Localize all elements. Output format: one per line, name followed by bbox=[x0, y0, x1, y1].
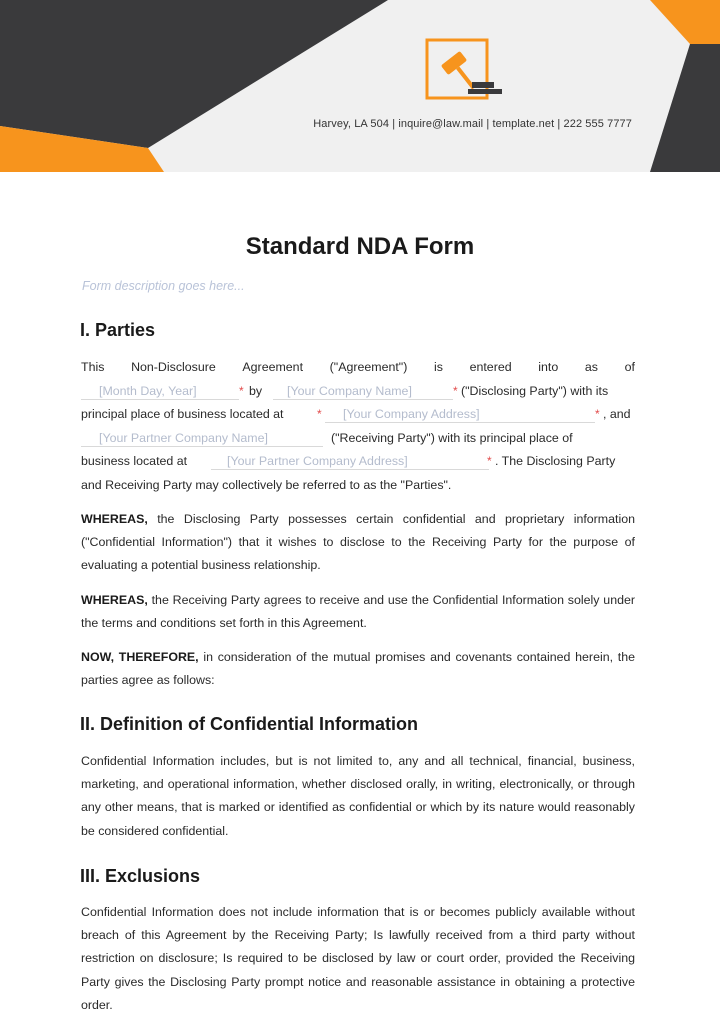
word: ("Agreement") bbox=[329, 360, 408, 374]
required-marker: * bbox=[595, 407, 600, 421]
word: entered bbox=[469, 360, 512, 374]
date-field[interactable]: [Month Day, Year] bbox=[81, 380, 239, 400]
word: is bbox=[433, 360, 443, 374]
form-description-placeholder[interactable]: Form description goes here... bbox=[82, 279, 245, 293]
dark-shape-right bbox=[650, 44, 720, 172]
word: into bbox=[538, 360, 559, 374]
required-marker: * bbox=[239, 384, 244, 398]
section-heading-parties: I. Parties bbox=[80, 320, 156, 340]
word: Non-Disclosure bbox=[131, 360, 216, 374]
company-address-field[interactable]: [Your Company Address] bbox=[325, 403, 595, 423]
parties-line-5 bbox=[81, 450, 635, 473]
required-marker: * bbox=[453, 384, 458, 398]
whereas-label: WHEREAS, bbox=[81, 593, 148, 607]
by-text: by bbox=[249, 384, 263, 398]
word: as bbox=[584, 360, 598, 374]
word: of bbox=[624, 360, 635, 374]
receiving-party-text: ("Receiving Party") with its principal place of bbox=[331, 431, 573, 445]
page-title: Standard NDA Form bbox=[245, 233, 475, 260]
exclusions-paragraph: Confidential Information does not include information that is or becomes publicly available without breach of this Agreement by the Receiving Party; Is lawfully received from a third party without restriction on disclosure; Is required to be disclosed by law or court order, provided the Receiving Party gives the Disclosing Party prompt notice and reasonable assistance in obtaining a protective order. bbox=[81, 905, 635, 1012]
word: Agreement bbox=[242, 360, 304, 374]
disclosing-party-text: ("Disclosing Party") with its bbox=[461, 384, 609, 398]
letterhead bbox=[0, 0, 720, 172]
and-text: , and bbox=[603, 407, 631, 421]
whereas-label: WHEREAS, bbox=[81, 512, 148, 526]
word: This bbox=[81, 360, 105, 374]
required-marker: * bbox=[487, 454, 492, 468]
therefore-paragraph bbox=[81, 646, 635, 692]
principal-place-text: principal place of business located at bbox=[81, 407, 284, 421]
definition-paragraph: Confidential Information includes, but is not limited to, any and all technical, financial, business, marketing, and operational information, whether disclosed orally, in writing, electronically, or through any other means, that is marked or identified as confidential or which by its nature would reasonably be considered confidential. bbox=[81, 754, 635, 838]
company-name-field[interactable]: [Your Company Name] bbox=[273, 380, 453, 400]
required-marker: * bbox=[317, 407, 322, 421]
whereas-text: the Disclosing Party possesses certain confidential and proprietary information ("Confidential Information") that it wishes to disclose to the Receiving Party for the purpose of evaluating a potential business relationship. bbox=[81, 512, 635, 573]
business-located-text: business located at bbox=[81, 454, 188, 468]
parties-line-3 bbox=[81, 403, 635, 426]
parties-collective-text: and Receiving Party may collectively be referred to as the "Parties". bbox=[81, 478, 452, 492]
parties-line-4 bbox=[81, 427, 635, 450]
section-heading-exclusions: III. Exclusions bbox=[80, 866, 201, 886]
whereas-paragraph-2 bbox=[81, 589, 635, 635]
parties-line-1 bbox=[81, 356, 635, 379]
section-heading-definition: II. Definition of Confidential Information bbox=[80, 714, 418, 734]
therefore-text: in consideration of the mutual promises and covenants contained herein, the parties agree as follows: bbox=[81, 650, 635, 688]
partner-company-field[interactable]: [Your Partner Company Name] bbox=[81, 427, 323, 447]
contact-info: Harvey, LA 504 | inquire@law.mail | template.net | 222 555 7777 bbox=[313, 118, 632, 130]
gavel-icon bbox=[424, 38, 504, 100]
whereas-text: the Receiving Party agrees to receive and use the Confidential Information solely under the terms and conditions set forth in this Agreement. bbox=[81, 593, 635, 631]
therefore-label: NOW, THEREFORE, bbox=[81, 650, 199, 664]
partner-address-field[interactable]: [Your Partner Company Address] bbox=[211, 450, 489, 470]
parties-line-2 bbox=[81, 380, 635, 403]
disclosing-party-tail: . The Disclosing Party bbox=[495, 454, 616, 468]
whereas-paragraph-1 bbox=[81, 508, 635, 578]
header-decoration bbox=[0, 0, 720, 172]
orange-shape-right bbox=[650, 0, 720, 44]
parties-line-6 bbox=[81, 474, 635, 497]
